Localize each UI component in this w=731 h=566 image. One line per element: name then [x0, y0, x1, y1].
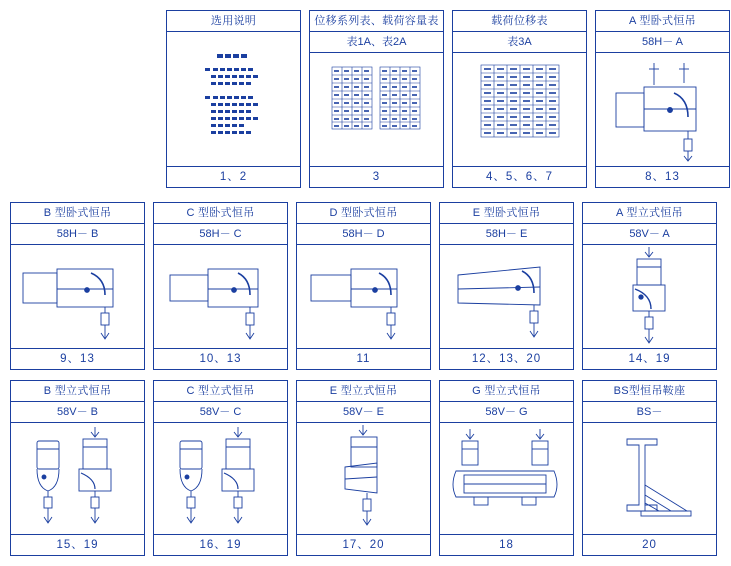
card-subheader: 表1A、表2A: [310, 32, 443, 53]
card-subheader: 58H－ E: [440, 224, 573, 245]
card-footer-pages: 11: [297, 348, 430, 369]
card-footer-pages: 12、13、20: [440, 348, 573, 369]
card-hanger-58h-d[interactable]: [296, 202, 431, 370]
card-subheader: 58H－ C: [154, 224, 287, 245]
card-subheader: 表3A: [453, 32, 586, 53]
card-footer-pages: 14、19: [583, 348, 716, 369]
card-hanger-58v-a[interactable]: [582, 202, 717, 370]
vertical-hanger-c: [154, 423, 287, 534]
card-figure: [154, 245, 287, 348]
card-load-displacement-table[interactable]: [452, 10, 587, 188]
card-hanger-58h-a[interactable]: [595, 10, 730, 188]
card-footer-pages: 15、19: [11, 534, 144, 555]
card-header: A 型立式恒吊: [583, 203, 716, 224]
card-hanger-58h-b[interactable]: [10, 202, 145, 370]
card-header: A 型卧式恒吊: [596, 11, 729, 32]
text-lines-illustration: [167, 32, 300, 166]
card-hanger-58h-e[interactable]: [439, 202, 574, 370]
card-footer-pages: 8、13: [596, 166, 729, 187]
vertical-hanger-g: [440, 423, 573, 534]
card-header: G 型立式恒吊: [440, 381, 573, 402]
card-figure: [583, 245, 716, 348]
card-displacement-load-tables[interactable]: [309, 10, 444, 188]
card-figure: [310, 53, 443, 166]
card-subheader: 58H－ B: [11, 224, 144, 245]
card-header: D 型卧式恒吊: [297, 203, 430, 224]
card-subheader: 58H－ A: [596, 32, 729, 53]
card-footer-pages: 20: [583, 534, 716, 555]
saddle-bs: [583, 423, 716, 534]
card-figure: [440, 423, 573, 534]
card-header: B 型立式恒吊: [11, 381, 144, 402]
card-figure: [297, 245, 430, 348]
card-figure: [453, 53, 586, 166]
card-subheader: 58V－ A: [583, 224, 716, 245]
card-header: E 型立式恒吊: [297, 381, 430, 402]
card-hanger-58v-g[interactable]: [439, 380, 574, 556]
card-footer-pages: 16、19: [154, 534, 287, 555]
card-figure: [11, 423, 144, 534]
card-header: C 型卧式恒吊: [154, 203, 287, 224]
card-header: 位移系列表、载荷容量表: [310, 11, 443, 32]
horizontal-hanger-b: [11, 245, 144, 348]
card-footer-pages: 18: [440, 534, 573, 555]
vertical-hanger-b: [11, 423, 144, 534]
card-hanger-58h-c[interactable]: [153, 202, 288, 370]
card-footer-pages: 17、20: [297, 534, 430, 555]
card-selection-notes[interactable]: [166, 10, 301, 188]
card-subheader: BS－: [583, 402, 716, 423]
card-subheader: 58V－ E: [297, 402, 430, 423]
card-figure: [167, 32, 300, 166]
horizontal-hanger-d: [297, 245, 430, 348]
card-header: B 型卧式恒吊: [11, 203, 144, 224]
card-hanger-58v-b[interactable]: [10, 380, 145, 556]
horizontal-hanger-c: [154, 245, 287, 348]
card-hanger-58v-e[interactable]: [296, 380, 431, 556]
card-header: 载荷位移表: [453, 11, 586, 32]
card-footer-pages: 1、2: [167, 166, 300, 187]
card-header: E 型卧式恒吊: [440, 203, 573, 224]
card-footer-pages: 10、13: [154, 348, 287, 369]
card-figure: [154, 423, 287, 534]
card-row-2: [10, 202, 717, 370]
vertical-hanger-a: [583, 245, 716, 348]
card-header: 选用说明: [167, 11, 300, 32]
card-footer-pages: 9、13: [11, 348, 144, 369]
card-row-3: [10, 380, 717, 556]
card-figure: [297, 423, 430, 534]
card-subheader: 58H－ D: [297, 224, 430, 245]
card-figure: [583, 423, 716, 534]
card-figure: [11, 245, 144, 348]
card-hanger-58v-c[interactable]: [153, 380, 288, 556]
card-figure: [596, 53, 729, 166]
horizontal-hanger-e: [440, 245, 573, 348]
data-table-illustration: [453, 53, 586, 166]
card-subheader: 58V－ G: [440, 402, 573, 423]
data-tables-illustration: [310, 53, 443, 166]
vertical-hanger-e: [297, 423, 430, 534]
horizontal-hanger-a: [596, 53, 729, 166]
card-saddle-bs[interactable]: [582, 380, 717, 556]
card-header: BS型恒吊鞍座: [583, 381, 716, 402]
card-footer-pages: 4、5、6、7: [453, 166, 586, 187]
card-subheader: 58V－ B: [11, 402, 144, 423]
card-subheader: 58V－ C: [154, 402, 287, 423]
card-header: C 型立式恒吊: [154, 381, 287, 402]
card-footer-pages: 3: [310, 166, 443, 187]
card-row-1: [166, 10, 730, 188]
card-figure: [440, 245, 573, 348]
